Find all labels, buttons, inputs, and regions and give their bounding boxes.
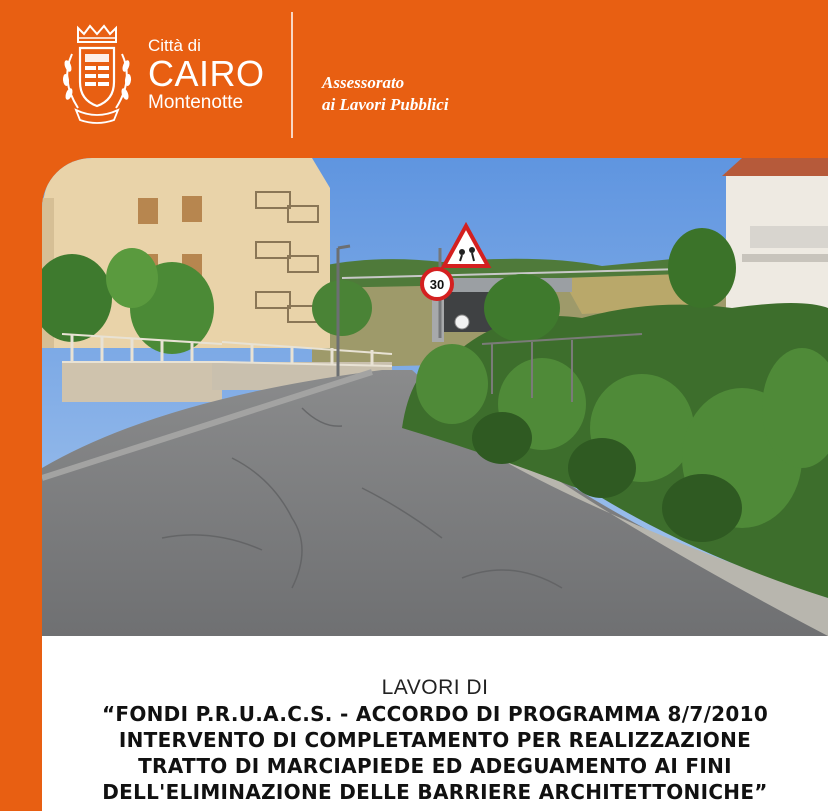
caption-line-4: DELL'ELIMINAZIONE DELLE BARRIERE ARCHITETTONICHE” [102, 780, 768, 804]
department-line-2: ai Lavori Pubblici [322, 95, 449, 114]
road-photo [42, 158, 828, 636]
department-line-1: Assessorato [322, 73, 405, 92]
city-name: CAIRO [148, 53, 265, 94]
city-prefix: Città di [148, 36, 201, 55]
road-photo-illustration [42, 158, 828, 636]
caption-line-3: TRATTO DI MARCIAPIEDE ED ADEGUAMENTO AI FINI [138, 754, 732, 778]
caption-line-2: INTERVENTO DI COMPLETAMENTO PER REALIZZAZIONE [118, 728, 752, 752]
caption-line-1: “FONDI P.R.U.A.C.S. - ACCORDO DI PROGRAMMA 8/7/2010 [101, 702, 769, 726]
city-name-block [148, 36, 265, 114]
header [0, 0, 828, 158]
city-suffix: Montenotte [148, 92, 244, 113]
department-title [322, 72, 449, 116]
speed-limit-value: 30 [429, 277, 445, 292]
caption-panel [42, 636, 828, 811]
header-divider [291, 12, 293, 138]
coat-of-arms-icon [58, 24, 136, 128]
caption-intro: LAVORI DI [381, 676, 489, 699]
